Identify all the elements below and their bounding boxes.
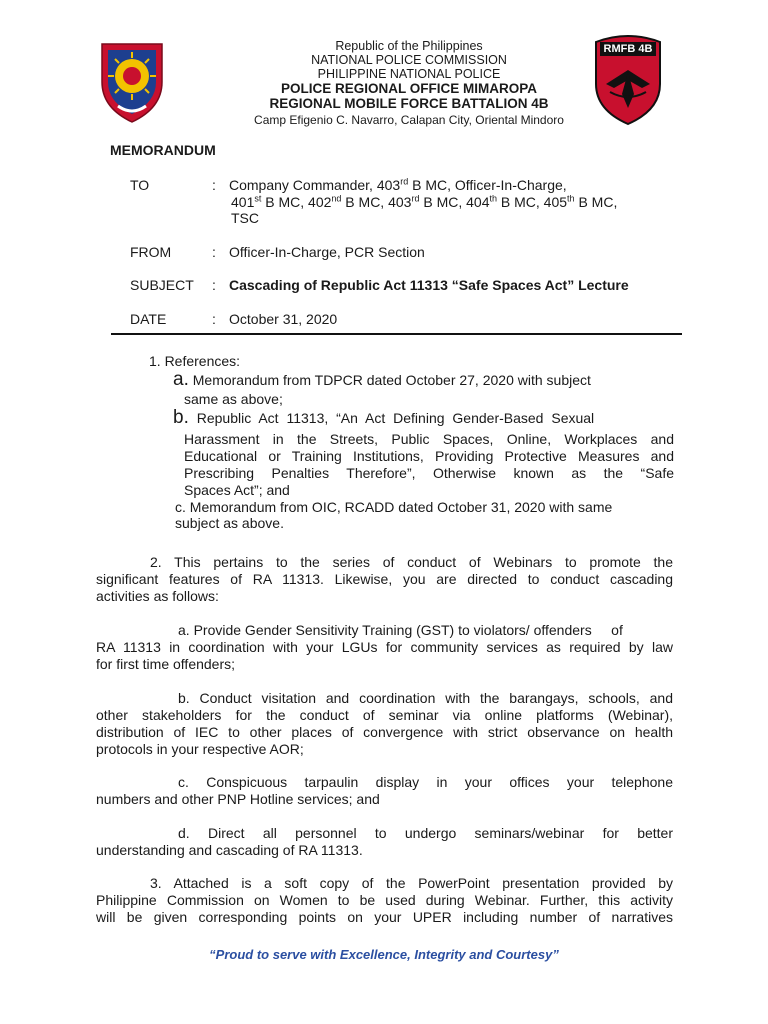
date-value: October 31, 2020 (229, 311, 338, 327)
references-title: 1. References: (149, 353, 241, 369)
footer-motto: “Proud to serve with Excellence, Integrity and Courtesy” (209, 947, 559, 962)
ref-b (173, 407, 673, 428)
pa-line1: a. Provide Gender Sensitivity Training (GST) to violators/ offenders of (178, 622, 623, 638)
header-pnp: PHILIPPINE NATIONAL POLICE (317, 67, 501, 81)
header-rmfb: REGIONAL MOBILE FORCE BATTALION 4B (269, 96, 549, 111)
pb-line3: distribution of IEC to other places of convergence with strict observance on health (96, 724, 673, 740)
ref-b-line1: Republic Act 11313, “An Act Defining Gender-Based Sexual (188, 410, 595, 426)
ref-b-letter: b. (173, 407, 189, 428)
to-line1-sup: rd (400, 176, 409, 187)
to-value-line2 (231, 194, 617, 210)
ref-c-line2: subject as above. (175, 515, 284, 531)
ref-b-line5: Spaces Act”; and (184, 482, 290, 498)
to-line2-d: B MC, 404 (419, 194, 490, 210)
date-colon: : (212, 311, 216, 327)
pb-line4: protocols in your respective AOR; (96, 741, 304, 757)
p3-line2: Philippine Commission on Women to be used during Webinar. Further, this activity (96, 892, 673, 908)
pb-line1: b. Conduct visitation and coordination with the barangays, schools, and (178, 690, 673, 706)
ref-b-line4: Prescribing Penalties Therefore”, Otherwise known as the “Safe (184, 465, 674, 481)
pd-line1: d. Direct all personnel to undergo seminars/webinar for better (178, 825, 673, 841)
to-line2-a: 401 (231, 194, 255, 210)
to-value-line3: TSC (231, 210, 259, 226)
header-napolcom: NATIONAL POLICE COMMISSION (311, 53, 507, 67)
p3-line3: will be given corresponding points on your UPER including number of narratives (96, 909, 673, 925)
to-line1-a: Company Commander, 403 (229, 177, 401, 193)
header-pro-mimaropa: POLICE REGIONAL OFFICE MIMAROPA (280, 81, 537, 96)
pd-line2: understanding and cascading of RA 11313. (96, 842, 363, 858)
ref-b-line2: Harassment in the Streets, Public Spaces, Online, Workplaces and (184, 431, 674, 447)
to-line2-e-sup: th (567, 193, 575, 204)
from-value: Officer-In-Charge, PCR Section (229, 244, 425, 260)
ref-a-letter: a. (173, 369, 189, 390)
pa-line3: for first time offenders; (96, 656, 236, 672)
to-value (229, 177, 567, 193)
pb-line2: other stakeholders for the conduct of seminar via online platforms (Webinar), (96, 707, 673, 723)
pa-line2: RA 11313 in coordination with your LGUs for community services as required by law (96, 639, 673, 655)
header-republic: Republic of the Philippines (335, 39, 483, 53)
to-line2-b: B MC, 402 (261, 194, 332, 210)
ref-a (173, 369, 673, 390)
to-line2-b-sup: nd (331, 193, 342, 204)
ref-c-line1: c. Memorandum from OIC, RCADD dated October 31, 2020 with same (175, 499, 613, 515)
subject-value: Cascading of Republic Act 11313 “Safe Spaces Act” Lecture (229, 277, 629, 293)
from-colon: : (212, 244, 216, 260)
to-line2-a-sup: st (254, 193, 262, 204)
to-label: TO (130, 177, 150, 193)
p3-line1: 3. Attached is a soft copy of the PowerPoint presentation provided by (150, 875, 673, 891)
memo-title: MEMORANDUM (110, 142, 216, 158)
p2-line2: significant features of RA 11313. Likewise, you are directed to conduct cascading (96, 571, 673, 587)
to-line2-c-sup: rd (411, 193, 420, 204)
from-label: FROM (130, 244, 172, 260)
to-line2-d-sup: th (489, 193, 498, 204)
date-label: DATE (130, 311, 167, 327)
p2-line1: 2. This pertains to the series of conduct of Webinars to promote the (150, 554, 673, 570)
pc-line2: numbers and other PNP Hotline services; and (96, 791, 380, 807)
ref-a-line1: Memorandum from TDPCR dated October 27, 2020 with subject (188, 372, 591, 388)
ref-a-line2: same as above; (184, 391, 283, 407)
to-line2-c: B MC, 403 (341, 194, 412, 210)
header-divider (111, 333, 682, 335)
ref-b-line3: Educational or Training Institutions, Providing Protective Measures and (184, 448, 674, 464)
subject-colon: : (212, 277, 216, 293)
to-line1-b: B MC, Officer-In-Charge, (408, 177, 567, 193)
to-colon: : (212, 177, 216, 193)
rmfb-badge-text: RMFB 4B (603, 43, 653, 55)
to-line2-f: B MC, (574, 194, 618, 210)
to-line2-e: B MC, 405 (497, 194, 568, 210)
header-address: Camp Efigenio C. Navarro, Calapan City, Oriental Mindoro (254, 113, 564, 127)
pc-line1: c. Conspicuous tarpaulin display in your offices your telephone (178, 774, 673, 790)
subject-label: SUBJECT (130, 277, 194, 293)
p2-line3: activities as follows: (96, 588, 219, 604)
